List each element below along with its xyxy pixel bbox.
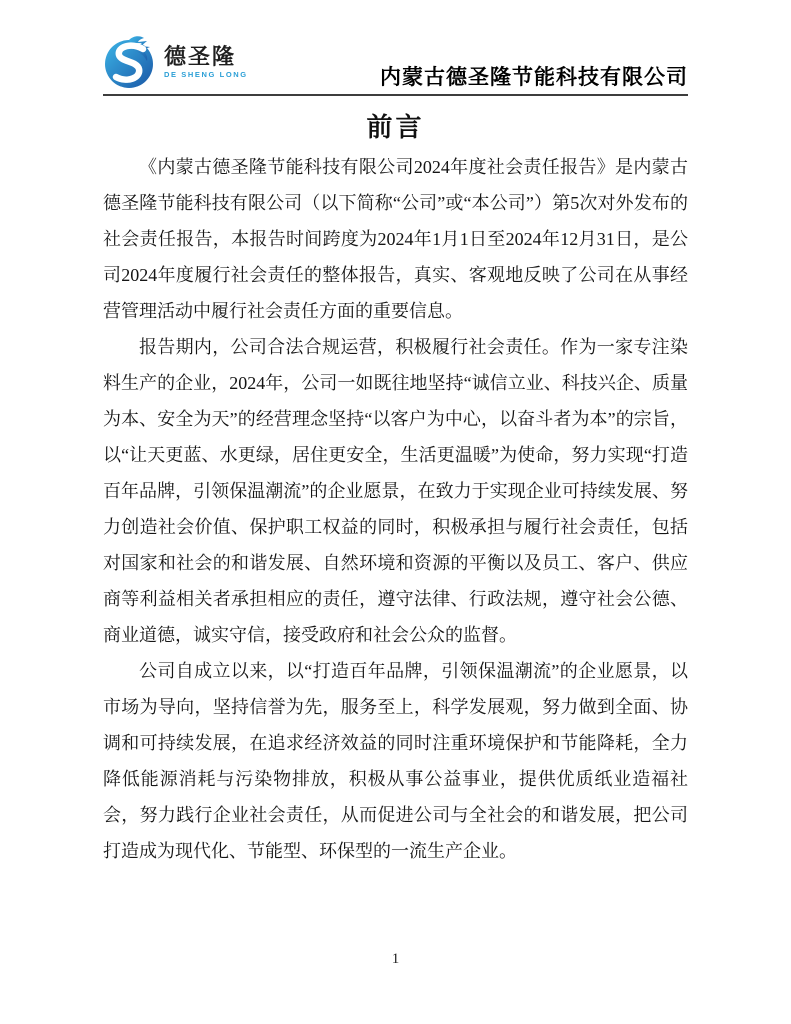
page-header — [103, 34, 688, 96]
dragon-s-logo-icon — [103, 34, 159, 90]
page-number: 1 — [391, 951, 400, 967]
page-title: 前言 — [366, 113, 425, 142]
logo-text — [164, 43, 248, 79]
page-content — [103, 34, 688, 869]
brand-name-en: DE SHENG LONG — [164, 69, 248, 79]
paragraph-2: 报告期内，公司合法合规运营，积极履行社会责任。作为一家专注染料生产的企业，2024年，公司一如既往地坚持“诚信立业、科技兴企、质量为本、安全为天”的经营理念坚持“以客户为中心，以奋斗者为本”的宗旨，以“让天更蓝、水更绿，居住更安全，生活更温暖”为使命，努力实现“打造百年品牌，引领保温潮流”的企业愿景，在致力于实现企业可持续发展、努力创造社会价值、保护职工权益的同时，积极承担与履行社会责任，包括对国家和社会的和谐发展、自然环境和资源的平衡以及员工、客户、供应商等利益相关者承担相应的责任，遵守法律、行政法规，遵守社会公德、商业道德，诚实守信，接受政府和社会公众的监督。 — [103, 337, 688, 645]
paragraph-3: 公司自成立以来，以“打造百年品牌，引领保温潮流”的企业愿景，以市场为导向，坚持信誉为先，服务至上，科学发展观，努力做到全面、协调和可持续发展，在追求经济效益的同时注重环境保护和节能降耗，全力降低能源消耗与污染物排放，积极从事公益事业，提供优质纸业造福社会，努力践行企业社会责任，从而促进公司与全社会的和谐发展，把公司打造成为现代化、节能型、环保型的一流生产企业。 — [103, 661, 688, 861]
document-body — [103, 149, 688, 869]
paragraph-1: 《内蒙古德圣隆节能科技有限公司2024年度社会责任报告》是内蒙古德圣隆节能科技有限公司（以下简称“公司”或“本公司”）第5次对外发布的社会责任报告，本报告时间跨度为2024年1月1日至2024年12月31日，是公司2024年度履行社会责任的整体报告，真实、客观地反映了公司在从事经营管理活动中履行社会责任方面的重要信息。 — [103, 157, 688, 321]
brand-name-cn: 德圣隆 — [164, 43, 237, 69]
company-logo — [103, 34, 248, 90]
company-name: 内蒙古德圣隆节能科技有限公司 — [380, 65, 688, 89]
